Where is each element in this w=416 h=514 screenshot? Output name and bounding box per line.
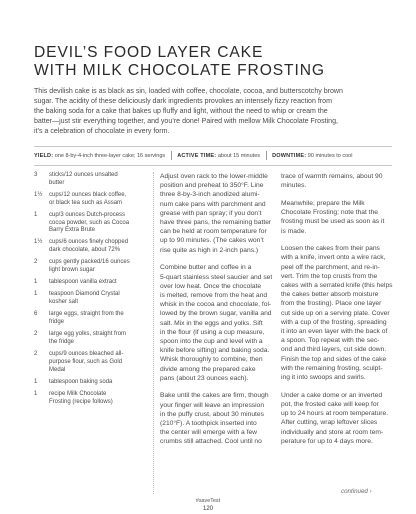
method-line: crumbs still attached. Cool until no [160,438,262,446]
ingredient-line: butter [49,179,65,186]
method-line: position and preheat to 350°F. Line [160,182,264,190]
ingredient-line: or black tea such as Assam [49,199,123,206]
recipe-info-bar [34,146,392,166]
method-line: Combine butter and coffee in a [160,264,252,272]
method-line: up to 24 hours at room temperature. [281,410,389,418]
ingredient-line: Frosting (recipe follows) [49,398,113,405]
ingredient-line: large egg yolks, straight from [49,331,127,338]
ingredient-line: dark chocolate, about 72% [49,247,121,254]
method-line: cut side up on a serving plate. Cover [281,309,390,317]
continued-indicator [341,488,372,495]
method-line: over low heat. Once the chocolate [160,282,262,290]
footer-hashtag: #saveTest [195,498,221,504]
ingredient-quantity: 2 [34,351,38,358]
method-line: have three pans, the remaining batter [160,219,272,227]
ingredient-quantity: 1½ [34,191,43,198]
ingredient-line: the fridge [49,338,75,345]
method-line: three 8-by-3-inch anodized alumi- [160,191,260,199]
intro-line: sugar. The acidity of these deliciously dark ingredients provokes an intensely fizzy reaction from [34,98,332,105]
method-line: knife before sifting) and baking soda. [160,347,270,355]
method-paragraph [160,391,273,446]
method-column-left [160,172,273,447]
ingredient-line: cups gently packed/16 ounces [49,259,130,266]
downtime-label: DOWNTIME: [272,153,307,159]
recipe-title [34,44,325,80]
ingredient-quantity: 1 [34,390,38,397]
method-paragraph [281,199,396,236]
ingredient-quantity: 2 [34,259,38,266]
ingredient-line: cups/6 ounces finely chopped [49,239,129,246]
method-line: Bake until the cakes are firm, though [160,392,269,400]
method-line: After cutting, wrap leftover slices [281,419,378,427]
ingredient-line: cocoa powder, such as Cocoa [49,219,130,226]
method-line: with a cup of the frosting, spreading [281,318,387,326]
active-time-value: about 15 minutes [217,153,261,159]
info-divider [266,151,267,160]
yield-value: one 8-by-4-inch three-layer cake; 16 servings [54,153,166,159]
method-paragraph [281,244,396,382]
method-line: minutes. [281,182,307,190]
recipe-title-line: DEVIL’S FOOD LAYER CAKE [34,44,264,61]
method-line: your finger will leave an impression [160,401,265,409]
ingredient-description [49,212,152,235]
ingredient-item [34,391,152,406]
ingredient-description [49,192,152,207]
method-line: is melted, remove from the heat and [160,291,268,299]
method-line: Meanwhile, prepare the Milk [281,199,365,207]
method-line: divide among the prepared cake [160,365,256,373]
ingredient-item [34,239,152,254]
method-line: is made. [281,227,307,235]
ingredient-line: tablespoon baking soda [49,378,113,385]
ingredient-line: purpose flour, such as Gold [49,358,123,365]
ingredient-description [49,351,152,374]
ingredient-quantity: 1½ [34,239,43,246]
method-line: rise quite as high in 2-inch pans.) [160,246,259,254]
method-line: whisk in the cocoa and chocolate, fol- [160,301,272,309]
ingredient-item [34,172,152,187]
method-line: the center will emerge with a few [160,429,258,437]
ingredient-line: teaspoon Diamond Crystal [49,291,120,298]
ingredient-quantity: 3 [34,172,38,178]
active-time-label: ACTIVE TIME: [177,153,217,159]
method-paragraph [281,391,396,446]
method-line: a spoon. Top repeat with the sec- [281,337,380,345]
method-line: Finish the top and sides of the cake [281,355,387,363]
method-line: Adjust oven rack to the lower-middle [160,173,268,180]
ingredient-line: cup/3 ounces Dutch-process [49,211,126,218]
ingredient-quantity: 6 [34,311,38,318]
ingredient-item [34,379,152,387]
method-line: (210°F). A toothpick inserted into [160,420,257,428]
ingredient-description [49,279,152,287]
method-line: cakes with a serrated knife (this helps [281,282,393,290]
ingredient-description [49,391,152,406]
method-line: can be held at room temperature for [160,228,267,236]
method-line: Chocolate Frosting; note that the [281,209,379,217]
ingredient-line: Medal [49,366,66,373]
ingredient-description [49,172,152,187]
ingredient-description [49,331,152,346]
ingredient-line: kosher salt [49,299,79,306]
method-paragraph [160,263,273,383]
ingredient-line: large eggs, straight from the [49,311,124,318]
column-divider [153,172,154,494]
ingredient-quantity: 1 [34,279,38,286]
ingredient-item [34,351,152,374]
page-number: 120 [202,506,213,512]
method-line: trace of warmth remains, about 90 [281,173,383,180]
method-line: Whisk thoroughly to combine, then [160,356,263,364]
ingredient-item [34,192,152,207]
method-line: vert. Trim the top crusts from the [281,272,378,280]
info-divider [171,151,172,160]
method-line: spoon into the cup and level with a [160,337,263,345]
ingredient-description [49,259,152,274]
method-paragraph [160,172,273,255]
method-line: in the puffy crust, about 30 minutes [160,410,264,418]
method-line: the cakes better absorb moisture [281,291,379,299]
method-line: Loosen the cakes from their pans [281,245,380,253]
ingredient-description [49,379,152,387]
method-line: lowed by the brown sugar, vanilla and [160,310,272,318]
method-line: peel off the parchment, and re-in- [281,263,380,271]
ingredient-line: light brown sugar [49,267,95,274]
recipe-title-line: WITH MILK CHOCOLATE FROSTING [34,62,325,79]
method-line: frosting must be used as soon as it [281,218,385,226]
method-line: pot, the frosted cake will keep for [281,400,379,408]
method-line: individually and store at room tem- [281,428,384,436]
ingredient-quantity: 2 [34,331,38,338]
method-line: pans (about 23 ounces each). [160,374,249,382]
intro-line: This devilish cake is as black as sin, loaded with coffee, chocolate, cocoa, and butterscotchy brown [34,88,343,95]
ingredient-line: cups/12 ounces black coffee, [49,191,127,198]
ingredient-description [49,311,152,326]
ingredient-line: tablespoon vanilla extract [49,279,117,286]
method-line: from the frosting). Place one layer [281,300,382,308]
yield-label: YIELD: [34,153,54,159]
ingredient-line: sticks/12 ounces unsalted [49,172,118,178]
method-line: salt. Mix in the eggs and yolks. Sift [160,319,263,327]
ingredient-line: Barry Extra Brute [49,227,96,234]
ingredient-item [34,279,152,287]
ingredient-list [34,172,152,406]
ingredient-quantity: 1 [34,378,38,385]
recipe-intro [34,87,392,137]
method-line: ond and third layers, cut side down. [281,346,387,354]
method-line: 5-quart stainless steel saucier and set [160,273,273,281]
intro-line: the baking soda for a cake that bakes up fluffy and light, without the need to whip or cream the [34,108,328,115]
ingredient-line: fridge [49,319,65,326]
ingredient-line: cups/9 ounces bleached all- [49,351,124,358]
method-line: up to 90 minutes. (The cakes won’t [160,237,264,245]
method-line: perature for up to 4 days more. [281,437,373,445]
ingredient-quantity: 1 [34,211,38,218]
method-line: with a knife, invert onto a wire rack, [281,254,386,262]
ingredient-description [49,291,152,306]
ingredient-quantity: 1 [34,291,38,298]
ingredient-description [49,239,152,254]
ingredient-item [34,291,152,306]
method-line: it into an even layer with the back of [281,328,388,336]
continued-label: continued [341,488,368,495]
method-line: in the flour (if using a cup measure, [160,328,265,336]
ingredient-item [34,212,152,235]
method-line: Under a cake dome or an inverted [281,391,383,399]
ingredient-item [34,259,152,274]
downtime-value: 90 minutes to cool [307,153,353,159]
intro-line: batter—just stir everything together, and you’re done! Paired with mellow Milk Chocolate Frosting, [34,118,338,125]
method-line: grease with pan spray; if you don’t [160,209,262,217]
ingredient-item [34,331,152,346]
method-paragraph [281,172,396,190]
method-line: with the remaining frosting, sculpt- [281,364,383,372]
method-line: ing it into swoops and swirls. [281,374,366,382]
ingredient-item [34,311,152,326]
method-line: num cake pans with parchment and [160,200,266,208]
chevron-right-icon: › [369,488,372,495]
intro-line: it’s a celebration of chocolate in every form. [34,128,170,135]
ingredient-line: recipe Milk Chocolate [49,390,107,397]
method-column-right [281,172,396,446]
